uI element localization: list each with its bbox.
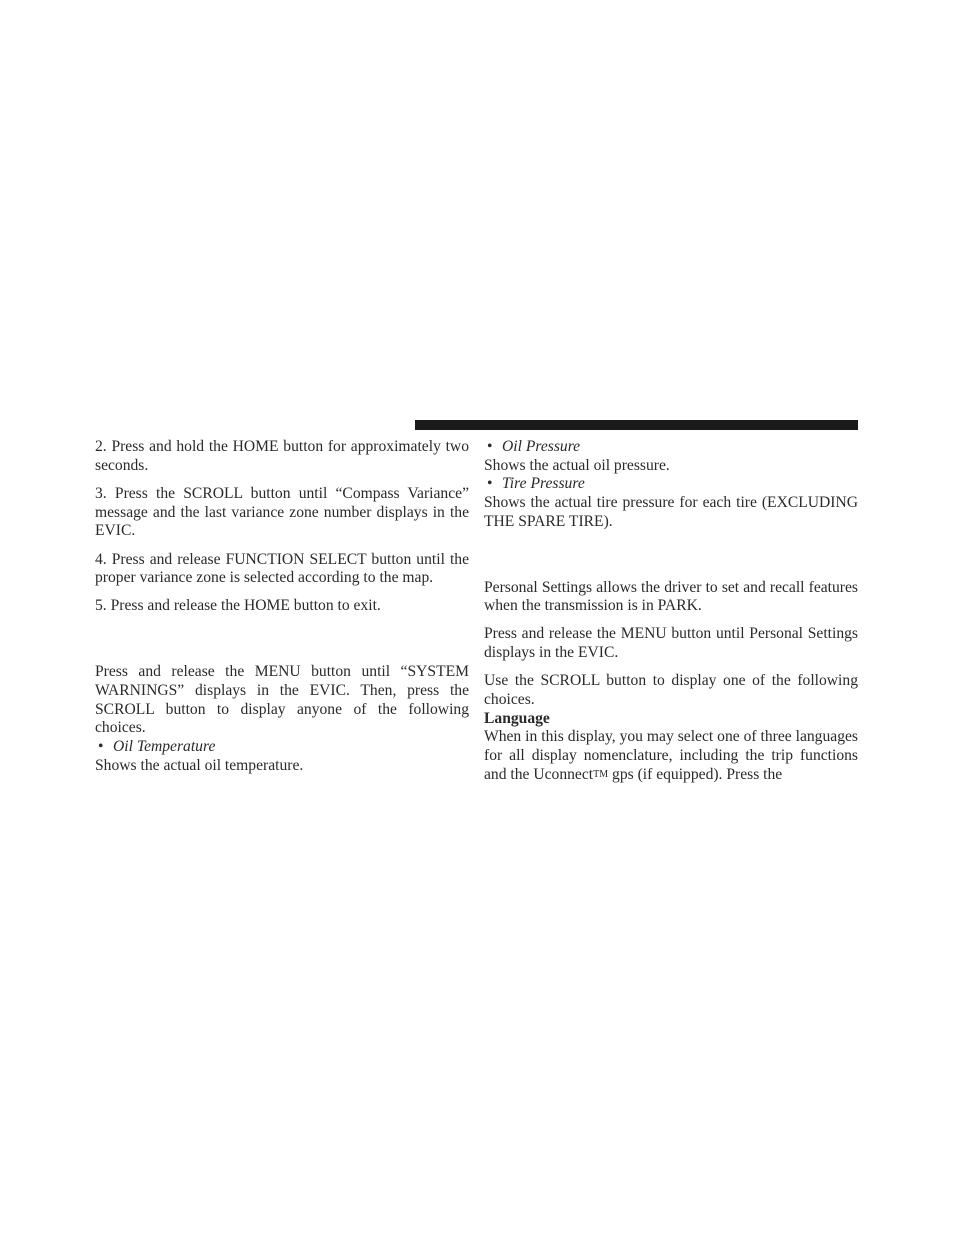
bullet-icon: • bbox=[487, 438, 493, 455]
tire-pressure-label: Tire Pressure bbox=[502, 475, 585, 493]
trademark-mark: TM bbox=[593, 768, 609, 780]
step-4-text: 4. Press and release FUNCTION SELECT button until the proper variance zone is selected according to the map. bbox=[95, 550, 469, 587]
language-desc bbox=[484, 728, 858, 784]
oil-temperature-desc: Shows the actual oil temperature. bbox=[95, 756, 304, 774]
bullet-icon: • bbox=[487, 475, 493, 493]
bullet-icon: • bbox=[98, 737, 104, 755]
language-heading: Language bbox=[484, 709, 550, 727]
tire-pressure-item bbox=[484, 475, 858, 494]
system-warnings-intro: Press and release the MENU button until “SYSTEM WARNINGS” displays in the EVIC. Then, press the SCROLL button to display anyone of the following choices. bbox=[95, 663, 469, 737]
scroll-choices-text: Use the SCROLL button to display one of the following choices. bbox=[484, 672, 858, 709]
step-5-text: 5. Press and release the HOME button to exit. bbox=[95, 597, 381, 615]
step-3-text: 3. Press the SCROLL button until “Compass Variance” message and the last variance zone number displays in the EVIC. bbox=[95, 484, 469, 540]
oil-pressure-item bbox=[484, 438, 858, 457]
language-desc-part-a: When in this display, you may select one of three languages for all display nomenclature, including the trip functions and the Uconnect bbox=[484, 728, 858, 783]
right-column bbox=[484, 438, 858, 785]
tire-pressure-desc: Shows the actual tire pressure for each tire (EXCLUDING THE SPARE TIRE). bbox=[484, 494, 858, 530]
language-desc-part-b: gps (if equipped). Press the bbox=[608, 765, 783, 783]
personal-settings-intro: Personal Settings allows the driver to set and recall features when the transmission is in PARK. bbox=[484, 578, 858, 615]
personal-settings-menu: Press and release the MENU button until Personal Settings displays in the EVIC. bbox=[484, 625, 858, 662]
oil-pressure-label: Oil Pressure bbox=[502, 438, 581, 455]
oil-temperature-item bbox=[95, 738, 469, 757]
oil-temperature-label: Oil Temperature bbox=[113, 737, 216, 755]
oil-pressure-desc: Shows the actual oil pressure. bbox=[484, 456, 670, 474]
left-column bbox=[95, 438, 469, 775]
step-2-text: 2. Press and hold the HOME button for approximately two seconds. bbox=[95, 438, 469, 474]
section-header-bar bbox=[415, 420, 858, 430]
